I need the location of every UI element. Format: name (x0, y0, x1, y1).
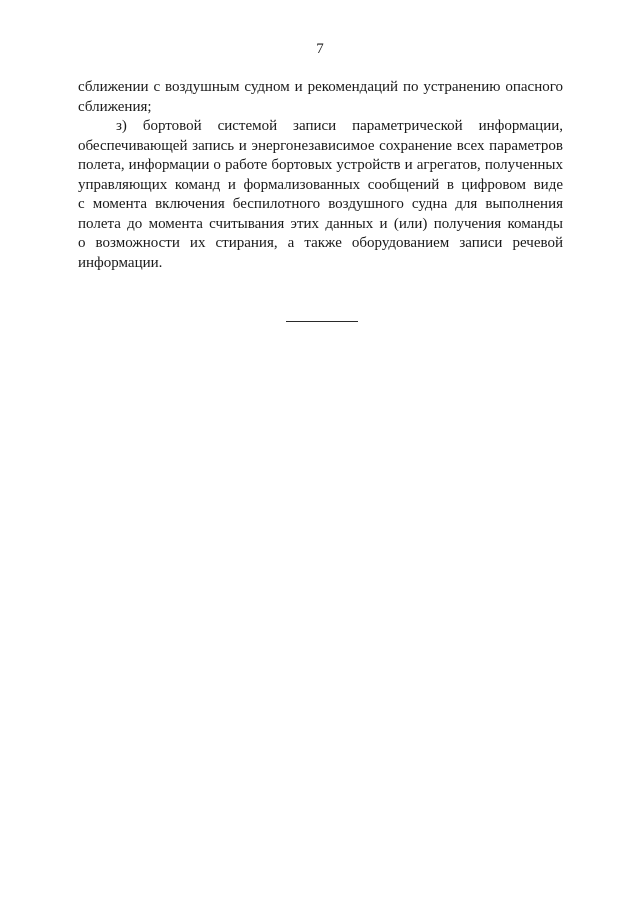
text-line: с момента включения беспилотного воздушного судна для выполнения (78, 196, 563, 212)
end-of-document-rule (286, 321, 358, 322)
text-line: сближения; (78, 98, 152, 115)
text-line: о возможности их стирания, а также оборудованием записи речевой (78, 235, 563, 251)
text-line: полета, информации о работе бортовых устройств и агрегатов, полученных (78, 157, 563, 173)
text-line: информации. (78, 254, 163, 271)
text-line: обеспечивающей запись и энергонезависимое сохранение всех параметров (78, 137, 563, 154)
text-line: управляющих команд и формализованных сообщений в цифровом виде (78, 176, 563, 193)
text-line: з) бортовой системой записи параметрической информации, (116, 118, 563, 134)
text-line: полета до момента считывания этих данных и (или) получения команды (78, 215, 563, 232)
text-line: сближении с воздушным судном и рекомендаций по устранению опасного (78, 79, 563, 95)
body-text (78, 78, 563, 273)
page-number: 7 (316, 41, 324, 57)
